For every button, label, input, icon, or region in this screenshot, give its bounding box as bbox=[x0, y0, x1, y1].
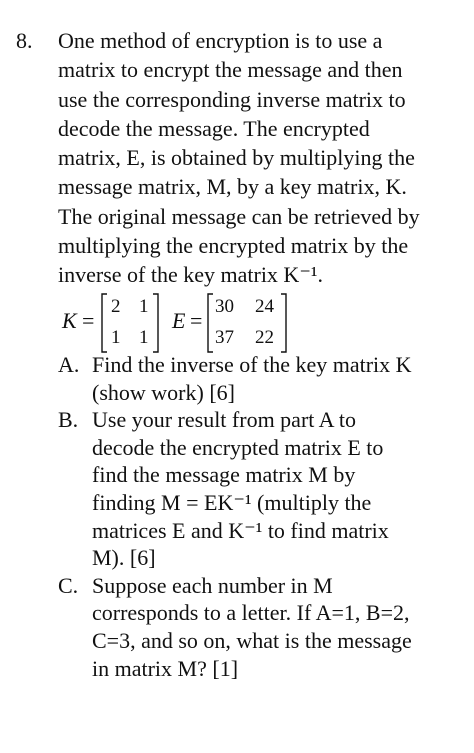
matrix-k-cell: 1 bbox=[139, 327, 149, 348]
part-line: (show work) [6] bbox=[92, 379, 235, 405]
matrix-e-cell: 24 bbox=[255, 296, 274, 317]
part-line: decode the encrypted matrix E to bbox=[92, 434, 384, 460]
part-b bbox=[58, 406, 468, 572]
matrix-k-cell: 1 bbox=[139, 296, 149, 317]
part-line: M). [6] bbox=[92, 545, 156, 571]
part-letter: A. bbox=[58, 352, 80, 377]
stem-line: One method of encryption is to use a bbox=[58, 28, 383, 53]
matrix-e-cell: 30 bbox=[215, 296, 234, 317]
stem-line: The original message can be retrieved by bbox=[58, 203, 420, 229]
matrix-row bbox=[58, 292, 358, 354]
stem-line: multiplying the encrypted matrix by the bbox=[58, 233, 409, 259]
matrix-k-label: K bbox=[62, 308, 77, 333]
matrix-e bbox=[206, 292, 288, 354]
part-letter: B. bbox=[58, 407, 79, 433]
matrix-k-cell: 2 bbox=[111, 296, 121, 317]
matrix-k-cell: 1 bbox=[111, 327, 121, 348]
matrix-e-cell: 22 bbox=[255, 327, 274, 348]
part-c bbox=[58, 572, 468, 682]
matrix-e-cell: 37 bbox=[215, 327, 234, 348]
stem-line: message matrix, M, by a key matrix, K. bbox=[58, 174, 407, 200]
part-line: find the message matrix M by bbox=[92, 462, 356, 488]
part-line: C=3, and so on, what is the message bbox=[92, 627, 412, 653]
part-line: in matrix M? [1] bbox=[92, 655, 239, 681]
part-a bbox=[58, 351, 468, 406]
question-stem bbox=[58, 26, 468, 290]
stem-line: matrix, E, is obtained by multiplying the bbox=[58, 145, 415, 171]
part-line: Suppose each number in M bbox=[92, 572, 333, 598]
part-line: Find the inverse of the key matrix K bbox=[92, 352, 412, 377]
part-line: finding M = EK⁻¹ (multiply the bbox=[92, 489, 372, 515]
matrix-k-brackets bbox=[100, 292, 160, 354]
part-line: Use your result from part A to bbox=[92, 407, 356, 433]
stem-line: decode the message. The encrypted bbox=[58, 115, 370, 141]
matrix-k-equals: = bbox=[82, 308, 95, 333]
matrix-e-equals: = bbox=[190, 308, 203, 333]
part-line: corresponds to a letter. If A=1, B=2, bbox=[92, 600, 410, 626]
stem-line: matrix to encrypt the message and then bbox=[58, 57, 403, 83]
matrix-e-label: E bbox=[172, 308, 186, 333]
part-letter: C. bbox=[58, 572, 79, 598]
part-line: matrices E and K⁻¹ to find matrix bbox=[92, 517, 389, 543]
question-parts bbox=[58, 351, 468, 682]
question-number: 8. bbox=[16, 28, 33, 53]
stem-line: use the corresponding inverse matrix to bbox=[58, 86, 406, 112]
stem-line: inverse of the key matrix K⁻¹. bbox=[58, 262, 324, 288]
matrix-k bbox=[100, 292, 160, 354]
